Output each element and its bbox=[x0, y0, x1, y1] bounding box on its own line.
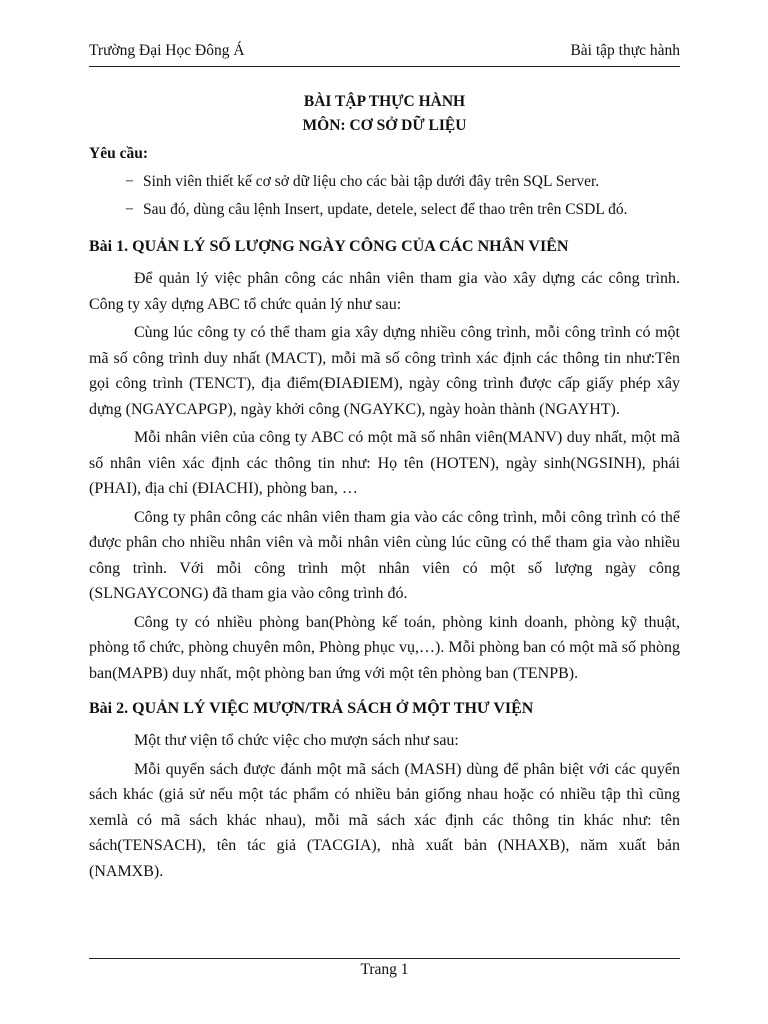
requirement-text: Sinh viên thiết kế cơ sở dữ liệu cho các bài tập dưới đây trên SQL Server. bbox=[143, 173, 600, 190]
section-2-heading: Bài 2. QUẢN LÝ VIỆC MƯỢN/TRẢ SÁCH Ở MỘT THƯ VIỆN bbox=[89, 700, 534, 717]
section-1-paragraph: Công ty có nhiều phòng ban(Phòng kế toán, phòng kinh doanh, phòng kỹ thuật, phòng tổ chức, phòng chuyên môn, Phòng phục vụ,…). Mỗi phòng ban có một mã số phòng ban(MAPB) duy nhất, một phòng ban ứng với một tên phòng ban (TENPB). bbox=[89, 613, 680, 682]
page-number: Trang 1 bbox=[360, 961, 409, 978]
section-1-paragraph: Cùng lúc công ty có thể tham gia xây dựng nhiều công trình, mỗi công trình có một mã số công trình duy nhất (MACT), mỗi mã số công trình xác định các thông tin như:Tên gọi công trình (TENCT), địa điểm(ĐIAĐIEM), ngày công trình được cấp giấy phép xây dựng (NGAYCAPGP), ngày khởi công (NGAYKC), ngày hoàn thành (NGAYHT). bbox=[89, 324, 680, 418]
section-2-paragraph: Mỗi quyển sách được đánh một mã sách (MASH) dùng để phân biệt với các quyển sách khác (giả sử nếu một tác phẩm có nhiều bản giống nhau hoặc có nhiều tập thì cũng xemlà có mã sách khác nhau), mỗi mã sách xác định các thông tin khác như: tên sách(TENSACH), tên tác giả (TACGIA), nhà xuất bản (NHAXB), năm xuất bản (NAMXB). bbox=[89, 760, 680, 880]
header-school-name: Trường Đại Học Đông Á bbox=[89, 42, 245, 59]
title-line-1: BÀI TẬP THỰC HÀNH bbox=[303, 93, 466, 110]
running-header bbox=[89, 42, 680, 67]
page-content bbox=[89, 90, 680, 887]
dash-bullet-icon: − bbox=[125, 201, 134, 218]
dash-bullet-icon: − bbox=[125, 173, 134, 190]
requirements-heading: Yêu cầu: bbox=[89, 145, 148, 162]
section-1-heading: Bài 1. QUẢN LÝ SỐ LƯỢNG NGÀY CÔNG CỦA CÁC NHÂN VIÊN bbox=[89, 238, 569, 255]
section-2-paragraph: Một thư viện tổ chức việc cho mượn sách như sau: bbox=[134, 732, 459, 749]
header-doc-type: Bài tập thực hành bbox=[570, 42, 680, 59]
section-1-paragraph: Công ty phân công các nhân viên tham gia vào các công trình, mỗi công trình có thể được phân cho nhiều nhân viên và mỗi nhân viên cùng lúc cũng có thể tham gia vào nhiều công trình. Với mỗi công trình một nhân viên có một số lượng ngày công (SLNGAYCONG) đã tham gia vào công trình đó. bbox=[89, 508, 680, 602]
running-footer bbox=[89, 958, 680, 979]
requirement-text: Sau đó, dùng câu lệnh Insert, update, detele, select để thao trên trên CSDL đó. bbox=[143, 201, 628, 218]
section-1-paragraph: Để quản lý việc phân công các nhân viên tham gia vào xây dựng các công trình. Công ty xây dựng ABC tổ chức quản lý như sau: bbox=[89, 270, 680, 313]
section-1-paragraph: Mỗi nhân viên của công ty ABC có một mã số nhân viên(MANV) duy nhất, một mã số nhân viên xác định các thông tin như: Họ tên (HOTEN), ngày sinh(NGSINH), phái (PHAI), địa chỉ (ĐIACHI), phòng ban, … bbox=[89, 429, 680, 497]
title-line-2: MÔN: CƠ SỞ DỮ LIỆU bbox=[302, 117, 467, 134]
requirement-item bbox=[89, 196, 680, 224]
requirements-list bbox=[89, 168, 680, 224]
requirement-item bbox=[89, 168, 680, 196]
document-title bbox=[89, 90, 680, 138]
